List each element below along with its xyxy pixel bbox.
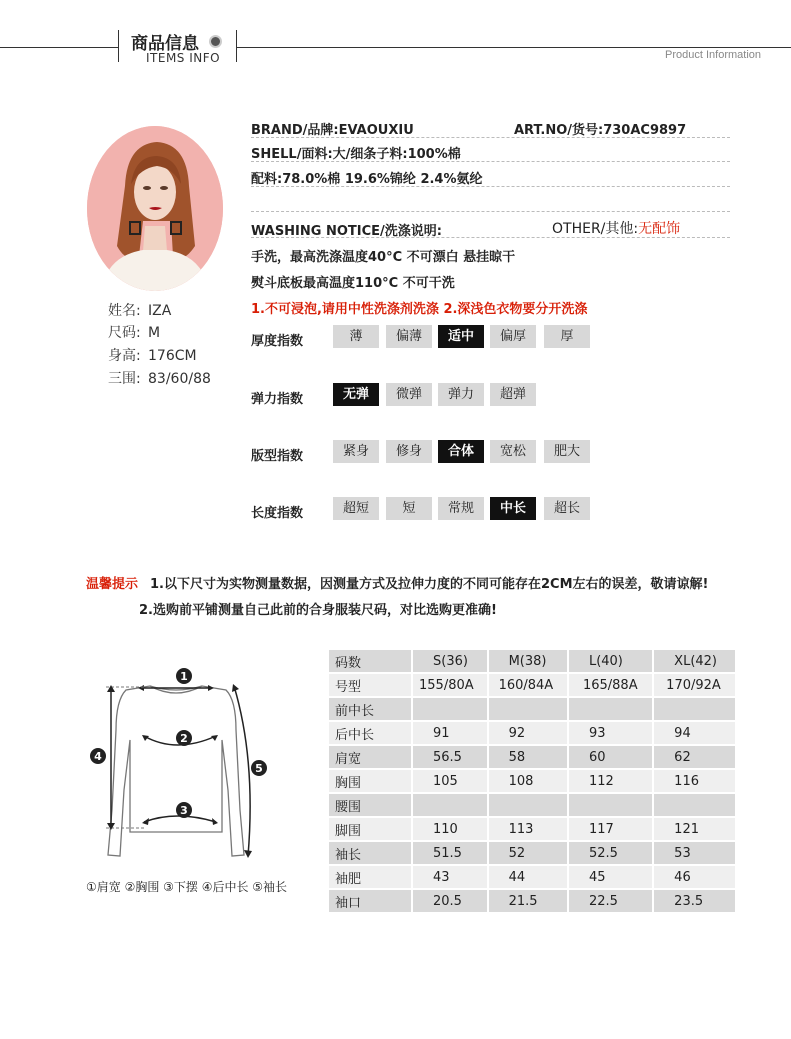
table-row bbox=[329, 865, 736, 889]
shell-value: 大/细条子料:100%棉 bbox=[332, 147, 461, 162]
fit-label: 版型指数 bbox=[251, 449, 304, 464]
model-photo bbox=[87, 126, 223, 291]
table-cell: 113 bbox=[488, 817, 568, 841]
table-row bbox=[329, 889, 736, 913]
table-cell: 60 bbox=[568, 745, 653, 769]
table-header-row bbox=[329, 650, 736, 673]
table-cell: 94 bbox=[653, 721, 736, 745]
table-header-cell: M(38) bbox=[488, 650, 568, 673]
fit-option: 修身 bbox=[386, 440, 432, 463]
length-option: 常规 bbox=[438, 497, 484, 520]
artno-label: ART.NO/货号: bbox=[514, 123, 604, 138]
brand-row bbox=[251, 119, 414, 138]
header-bracket-right bbox=[236, 30, 237, 62]
wash-warning: 1.不可浸泡,请用中性洗涤剂洗涤 2.深浅色衣物要分开洗涤 bbox=[251, 302, 588, 317]
tips-label: 温馨提示 bbox=[86, 577, 139, 592]
header-rule-right bbox=[236, 47, 791, 48]
model-height: 176CM bbox=[148, 348, 197, 364]
table-header-cell: S(36) bbox=[412, 650, 488, 673]
fit-option: 宽松 bbox=[490, 440, 536, 463]
table-cell: 62 bbox=[653, 745, 736, 769]
table-cell bbox=[488, 793, 568, 817]
length-option: 超短 bbox=[333, 497, 379, 520]
table-cell: 后中长 bbox=[329, 721, 412, 745]
model-size-label: 尺码: bbox=[108, 325, 141, 341]
table-cell: 108 bbox=[488, 769, 568, 793]
wash-line-2: 熨斗底板最高温度110°C 不可干洗 bbox=[251, 276, 455, 291]
table-cell bbox=[568, 793, 653, 817]
brand-value: EVAOUXIU bbox=[338, 123, 414, 138]
thickness-option-selected: 适中 bbox=[438, 325, 484, 348]
marker-5: 5 bbox=[255, 762, 263, 775]
shell-label: SHELL/面料: bbox=[251, 147, 333, 162]
lining-row: 配料:78.0%棉 19.6%锦纶 2.4%氨纶 bbox=[251, 172, 483, 187]
marker-1: 1 bbox=[180, 670, 188, 683]
table-row bbox=[329, 841, 736, 865]
table-cell: 52 bbox=[488, 841, 568, 865]
shell-row bbox=[251, 143, 461, 162]
artno-row bbox=[514, 119, 686, 138]
table-cell: 44 bbox=[488, 865, 568, 889]
table-cell: 腰围 bbox=[329, 793, 412, 817]
model-name-row bbox=[108, 300, 171, 320]
table-cell: 51.5 bbox=[412, 841, 488, 865]
table-cell: 93 bbox=[568, 721, 653, 745]
table-cell: 53 bbox=[653, 841, 736, 865]
other-value: 无配饰 bbox=[638, 221, 681, 237]
table-cell: 112 bbox=[568, 769, 653, 793]
thickness-option: 偏薄 bbox=[386, 325, 432, 348]
table-cell bbox=[412, 697, 488, 721]
table-header-cell: L(40) bbox=[568, 650, 653, 673]
table-cell: 105 bbox=[412, 769, 488, 793]
table-cell: 23.5 bbox=[653, 889, 736, 913]
fit-option-selected: 合体 bbox=[438, 440, 484, 463]
table-row bbox=[329, 769, 736, 793]
table-cell: 121 bbox=[653, 817, 736, 841]
table-row bbox=[329, 817, 736, 841]
elasticity-label: 弹力指数 bbox=[251, 392, 304, 407]
elasticity-option: 超弹 bbox=[490, 383, 536, 406]
table-cell: 20.5 bbox=[412, 889, 488, 913]
table-cell: 116 bbox=[653, 769, 736, 793]
table-cell: 92 bbox=[488, 721, 568, 745]
table-cell bbox=[568, 697, 653, 721]
table-cell: 胸围 bbox=[329, 769, 412, 793]
thickness-label: 厚度指数 bbox=[251, 334, 304, 349]
table-row bbox=[329, 697, 736, 721]
table-cell: 脚围 bbox=[329, 817, 412, 841]
fit-option: 紧身 bbox=[333, 440, 379, 463]
table-row bbox=[329, 745, 736, 769]
table-cell: 45 bbox=[568, 865, 653, 889]
divider bbox=[251, 186, 730, 187]
divider bbox=[251, 237, 730, 238]
table-cell: 袖口 bbox=[329, 889, 412, 913]
fit-option: 肥大 bbox=[544, 440, 590, 463]
size-table bbox=[329, 650, 737, 914]
divider bbox=[251, 211, 730, 212]
header-title-en: ITEMS INFO bbox=[146, 51, 221, 65]
table-cell: 110 bbox=[412, 817, 488, 841]
table-cell: 155/80A bbox=[412, 673, 488, 697]
marker-3: 3 bbox=[180, 804, 188, 817]
washing-label: WASHING NOTICE/洗涤说明: bbox=[251, 224, 442, 239]
table-cell: 56.5 bbox=[412, 745, 488, 769]
elasticity-option-selected: 无弹 bbox=[333, 383, 379, 406]
table-row bbox=[329, 673, 736, 697]
table-cell: 号型 bbox=[329, 673, 412, 697]
length-option-selected: 中长 bbox=[490, 497, 536, 520]
divider bbox=[251, 137, 730, 138]
artno-value: 730AC9897 bbox=[603, 123, 687, 138]
model-size-row bbox=[108, 322, 160, 342]
elasticity-option: 弹力 bbox=[438, 383, 484, 406]
length-option: 短 bbox=[386, 497, 432, 520]
model-name: IZA bbox=[148, 303, 172, 319]
garment-diagram bbox=[86, 660, 316, 870]
model-height-label: 身高: bbox=[108, 348, 141, 364]
table-cell: 肩宽 bbox=[329, 745, 412, 769]
table-cell: 22.5 bbox=[568, 889, 653, 913]
table-header-cell: 码数 bbox=[329, 650, 412, 673]
header-dot-icon bbox=[209, 35, 222, 48]
marker-4: 4 bbox=[94, 750, 102, 763]
marker-2: 2 bbox=[180, 732, 188, 745]
table-cell: 52.5 bbox=[568, 841, 653, 865]
table-cell bbox=[412, 793, 488, 817]
other-row bbox=[552, 218, 680, 238]
table-cell: 21.5 bbox=[488, 889, 568, 913]
length-option: 超长 bbox=[544, 497, 590, 520]
tips-line-1: 1.以下尺寸为实物测量数据，因测量方式及拉伸力度的不同可能存在2CM左右的误差，敬请谅解! bbox=[150, 577, 709, 592]
divider bbox=[251, 161, 730, 162]
table-cell: 袖长 bbox=[329, 841, 412, 865]
diagram-legend: ①肩宽 ②胸围 ③下摆 ④后中长 ⑤袖长 bbox=[86, 880, 288, 894]
table-row bbox=[329, 793, 736, 817]
thickness-option: 厚 bbox=[544, 325, 590, 348]
table-cell bbox=[488, 697, 568, 721]
table-cell: 58 bbox=[488, 745, 568, 769]
table-cell: 117 bbox=[568, 817, 653, 841]
model-measure-label: 三围: bbox=[108, 371, 141, 387]
table-cell: 46 bbox=[653, 865, 736, 889]
header-title-cn: 商品信息 bbox=[131, 34, 199, 54]
header-rule-left bbox=[0, 47, 118, 48]
tips-line-2: 2.选购前平铺测量自己此前的合身服装尺码，对比选购更准确! bbox=[139, 603, 497, 618]
length-label: 长度指数 bbox=[251, 506, 304, 521]
table-cell: 43 bbox=[412, 865, 488, 889]
table-cell bbox=[653, 793, 736, 817]
table-cell: 160/84A bbox=[488, 673, 568, 697]
model-size: M bbox=[148, 325, 161, 341]
model-measure: 83/60/88 bbox=[148, 371, 211, 387]
table-cell: 袖肥 bbox=[329, 865, 412, 889]
elasticity-option: 微弹 bbox=[386, 383, 432, 406]
model-measure-row bbox=[108, 368, 211, 388]
table-cell: 91 bbox=[412, 721, 488, 745]
table-cell: 前中长 bbox=[329, 697, 412, 721]
wash-line-1: 手洗，最高洗涤温度40°C 不可漂白 悬挂晾干 bbox=[251, 250, 516, 265]
thickness-option: 偏厚 bbox=[490, 325, 536, 348]
model-name-label: 姓名: bbox=[108, 303, 141, 319]
header-bracket-left bbox=[118, 30, 119, 62]
thickness-option: 薄 bbox=[333, 325, 379, 348]
table-cell: 170/92A bbox=[653, 673, 736, 697]
table-header-cell: XL(42) bbox=[653, 650, 736, 673]
table-cell: 165/88A bbox=[568, 673, 653, 697]
other-label: OTHER/其他: bbox=[552, 221, 639, 237]
table-cell bbox=[653, 697, 736, 721]
table-row bbox=[329, 721, 736, 745]
header-right-label: Product Information bbox=[665, 49, 761, 61]
model-height-row bbox=[108, 345, 197, 365]
brand-label: BRAND/品牌: bbox=[251, 123, 339, 138]
